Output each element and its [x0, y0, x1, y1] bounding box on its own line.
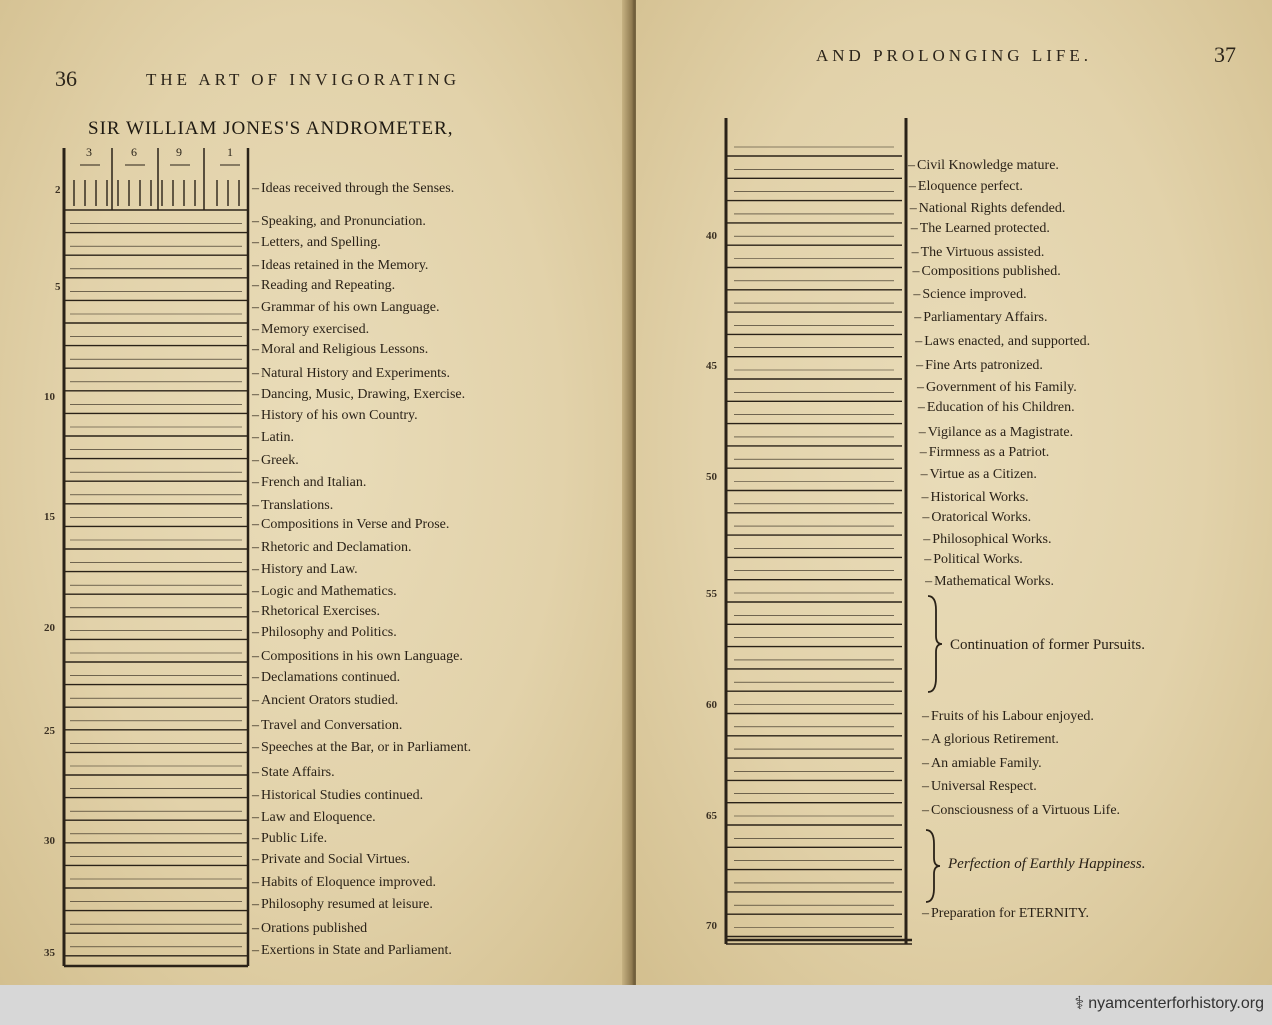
andrometer-entry: – A glorious Retirement.: [922, 732, 1059, 748]
andrometer-entry: – Compositions in Verse and Prose.: [252, 517, 449, 533]
caduceus-icon: ⚕: [1074, 993, 1085, 1013]
andrometer-entry: – Reading and Repeating.: [252, 278, 395, 294]
right-page: [636, 0, 1272, 985]
andrometer-entry: – The Learned protected.: [911, 221, 1050, 237]
andrometer-entry: – An amiable Family.: [922, 756, 1042, 772]
andrometer-entry: – Natural History and Experiments.: [252, 366, 450, 382]
andrometer-entry: – Habits of Eloquence improved.: [252, 875, 436, 891]
andrometer-entry: – Latin.: [252, 430, 294, 446]
column-head: 3: [86, 145, 92, 159]
andrometer-entry: – Education of his Children.: [918, 400, 1075, 416]
andrometer-entry: – French and Italian.: [252, 475, 366, 491]
andrometer-entry: – Universal Respect.: [922, 779, 1037, 795]
andrometer-entry: – Orations published: [252, 921, 367, 937]
andrometer-entry: – Logic and Mathematics.: [252, 584, 397, 600]
andrometer-entry: – Moral and Religious Lessons.: [252, 342, 428, 358]
andrometer-entry: – Memory exercised.: [252, 322, 369, 338]
andrometer-entry: – Declamations continued.: [252, 670, 400, 686]
column-head: 1: [227, 145, 233, 159]
andrometer-entry: – Letters, and Spelling.: [252, 235, 381, 251]
andrometer-entry: – Rhetoric and Declamation.: [252, 540, 411, 556]
footer-bar: [0, 985, 1272, 1025]
andrometer-final-entry: – Preparation for ETERNITY.: [922, 906, 1089, 922]
page-number: 36: [55, 66, 77, 91]
andrometer-entry: – Parliamentary Affairs.: [914, 310, 1047, 326]
andrometer-entry: – Historical Works.: [922, 490, 1029, 506]
andrometer-entry: – Virtue as a Citizen.: [921, 467, 1037, 483]
andrometer-entry: – Oratorical Works.: [922, 510, 1031, 526]
andrometer-entry: – Science improved.: [913, 287, 1026, 303]
andrometer-entry: – Travel and Conversation.: [252, 718, 402, 734]
andrometer-entry: – Political Works.: [924, 552, 1023, 568]
andrometer-entry: – Speeches at the Bar, or in Parliament.: [252, 740, 471, 756]
age-label: 30: [44, 835, 55, 847]
age-label: 25: [44, 725, 55, 737]
andrometer-entry: – Dancing, Music, Drawing, Exercise.: [252, 387, 465, 403]
andrometer-entry: – Philosophy resumed at leisure.: [252, 897, 433, 913]
andrometer-entry: – The Virtuous assisted.: [912, 245, 1045, 261]
curly-brace: [928, 596, 942, 692]
andrometer-entry: – Public Life.: [252, 831, 327, 847]
andrometer-entry: – Philosophy and Politics.: [252, 625, 397, 641]
andrometer-entry: – Government of his Family.: [917, 380, 1077, 396]
age-label: 65: [706, 810, 717, 822]
age-label: 70: [706, 920, 717, 932]
age-label: 15: [44, 511, 55, 523]
column-head: 9: [176, 145, 182, 159]
age-label: 20: [44, 622, 55, 634]
andrometer-entry: – Rhetorical Exercises.: [252, 604, 380, 620]
andrometer-entry: – Law and Eloquence.: [252, 810, 376, 826]
site-credit[interactable]: [1074, 993, 1264, 1014]
andrometer-entry: – Civil Knowledge mature.: [908, 158, 1059, 174]
andrometer-entry: – Compositions published.: [913, 264, 1061, 280]
andrometer-entry: – Firmness as a Patriot.: [920, 445, 1050, 461]
age-label: 35: [44, 947, 55, 959]
andrometer-entry: – Private and Social Virtues.: [252, 852, 410, 868]
brace-label-continuation: Continuation of former Pursuits.: [950, 637, 1145, 653]
age-label: 5: [55, 281, 61, 293]
andrometer-entry: – Grammar of his own Language.: [252, 300, 439, 316]
left-page: [0, 0, 630, 985]
andrometer-entry: – National Rights defended.: [910, 201, 1066, 217]
andrometer-entry: – Greek.: [252, 453, 299, 469]
age-label: 10: [44, 391, 55, 403]
andrometer-entry: – Ancient Orators studied.: [252, 693, 398, 709]
site-credit-text: nyamcenterforhistory.org: [1088, 994, 1264, 1012]
age-label: 50: [706, 471, 717, 483]
age-label: 60: [706, 699, 717, 711]
age-label: 2: [55, 184, 61, 196]
andrometer-entry: – Laws enacted, and supported.: [915, 334, 1090, 350]
andrometer-entry: – Historical Studies continued.: [252, 788, 423, 804]
andrometer-entry: – Compositions in his own Language.: [252, 649, 463, 665]
andrometer-entry: – Exertions in State and Parliament.: [252, 943, 452, 959]
andrometer-entry: – Mathematical Works.: [925, 574, 1054, 590]
andrometer-entry: – Philosophical Works.: [923, 532, 1051, 548]
andrometer-entry: – Vigilance as a Magistrate.: [919, 425, 1073, 441]
running-head: THE ART OF INVIGORATING: [146, 70, 461, 89]
andrometer-entry: – Consciousness of a Virtuous Life.: [922, 803, 1120, 819]
andrometer-entry: – History of his own Country.: [252, 408, 418, 424]
andrometer-entry: – Ideas received through the Senses.: [252, 181, 454, 197]
column-head: 6: [131, 145, 137, 159]
running-head: AND PROLONGING LIFE.: [816, 46, 1092, 65]
andrometer-entry: – Translations.: [252, 498, 333, 514]
andrometer-entry: – Fine Arts patronized.: [916, 358, 1043, 374]
andrometer-entry: – Speaking, and Pronunciation.: [252, 214, 426, 230]
andrometer-title: SIR WILLIAM JONES'S ANDROMETER,: [88, 118, 454, 139]
andrometer-entry: – Fruits of his Labour enjoyed.: [922, 709, 1094, 725]
age-label: 45: [706, 360, 717, 372]
page-number: 37: [1214, 42, 1236, 67]
brace-label-happiness: Perfection of Earthly Happiness.: [948, 856, 1146, 872]
age-label: 40: [706, 230, 717, 242]
curly-brace: [926, 830, 940, 902]
andrometer-entry: – Eloquence perfect.: [909, 179, 1023, 195]
andrometer-entry: – State Affairs.: [252, 765, 335, 781]
andrometer-entry: – History and Law.: [252, 562, 358, 578]
age-label: 55: [706, 588, 717, 600]
andrometer-entry: – Ideas retained in the Memory.: [252, 258, 428, 274]
